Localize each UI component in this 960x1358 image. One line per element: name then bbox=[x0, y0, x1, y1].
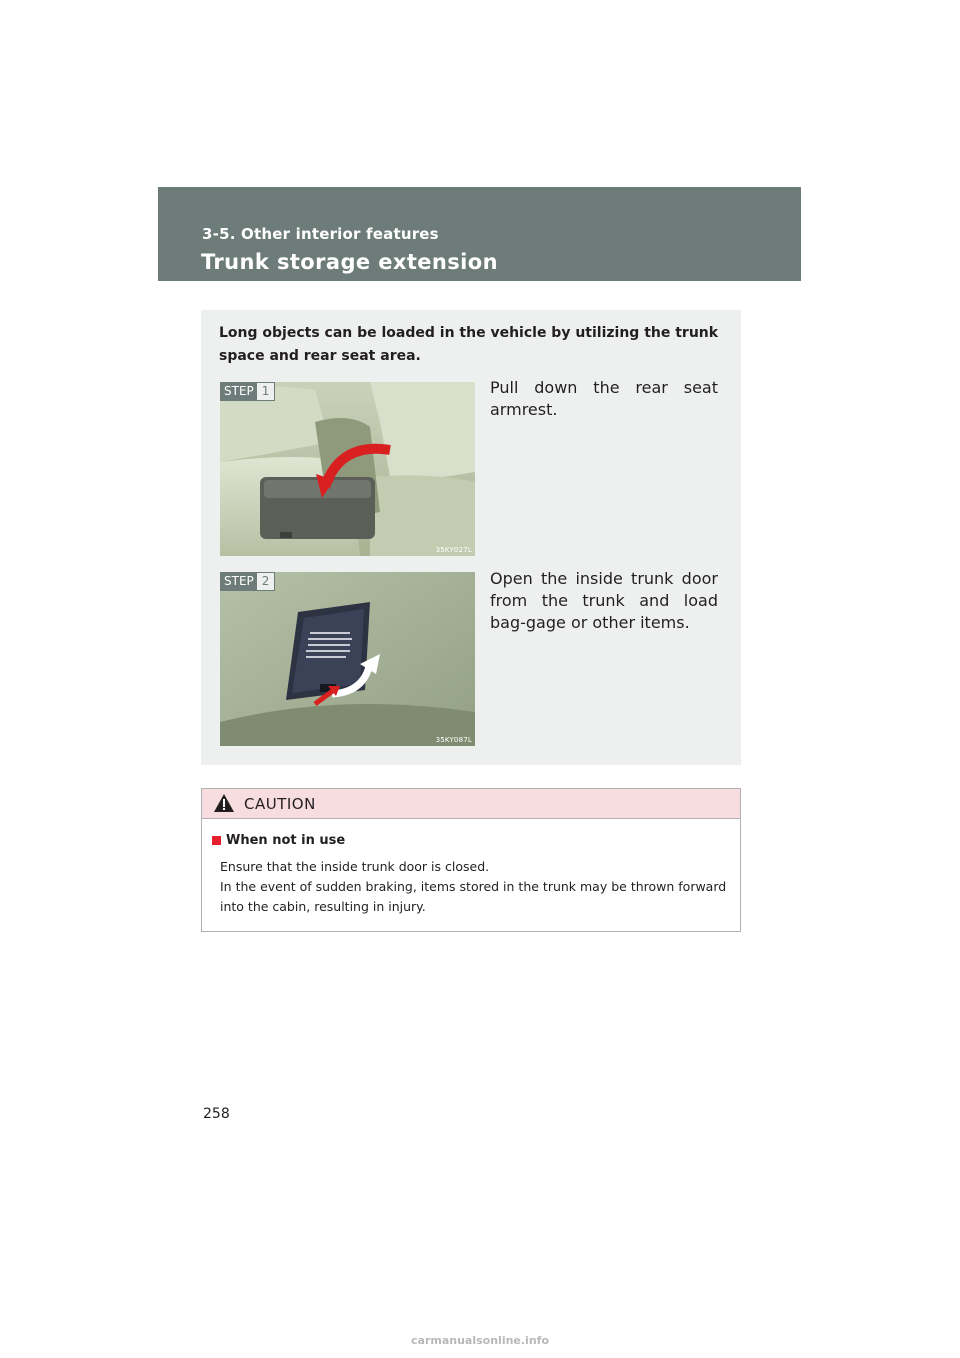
trunk-door-image bbox=[220, 572, 475, 746]
step2-badge bbox=[220, 572, 275, 591]
section-label: 3-5. Other interior features bbox=[202, 225, 439, 243]
step1-badge bbox=[220, 382, 275, 401]
caution-header bbox=[202, 789, 740, 819]
figure-code: 35KY087L bbox=[435, 736, 472, 744]
caution-box bbox=[201, 788, 741, 932]
warning-triangle-icon bbox=[213, 793, 235, 813]
step2-illustration bbox=[220, 572, 475, 746]
figure-code: 35KY027L bbox=[435, 546, 472, 554]
procedure-panel bbox=[201, 310, 741, 765]
caution-title: CAUTION bbox=[244, 795, 316, 813]
step1-illustration bbox=[220, 382, 475, 556]
step-word: STEP bbox=[221, 383, 257, 400]
step1-text: Pull down the rear seat armrest. bbox=[490, 378, 718, 419]
caution-line: Ensure that the inside trunk door is closed. bbox=[220, 859, 490, 874]
section-header bbox=[158, 187, 801, 281]
step2-text: Open the inside trunk door from the trunk and load bag-gage or other items. bbox=[490, 569, 718, 632]
caution-line: In the event of sudden braking, items stored in the trunk may be thrown forward into the cabin, resulting in injury. bbox=[220, 879, 727, 914]
caution-body bbox=[220, 857, 738, 917]
watermark: carmanualsonline.info bbox=[411, 1334, 549, 1347]
red-square-bullet-icon bbox=[212, 836, 221, 845]
caution-subheading-text: When not in use bbox=[226, 833, 346, 848]
step-number: 2 bbox=[261, 574, 270, 588]
step-word: STEP bbox=[221, 573, 257, 590]
caution-subheading bbox=[212, 833, 345, 848]
page-number: 258 bbox=[203, 1106, 230, 1122]
step-number: 1 bbox=[261, 384, 270, 398]
intro-text: Long objects can be loaded in the vehicle by utilizing the trunk space and rear seat area. bbox=[219, 325, 719, 364]
page-title: Trunk storage extension bbox=[201, 250, 498, 274]
rear-seat-armrest-image bbox=[220, 382, 475, 556]
